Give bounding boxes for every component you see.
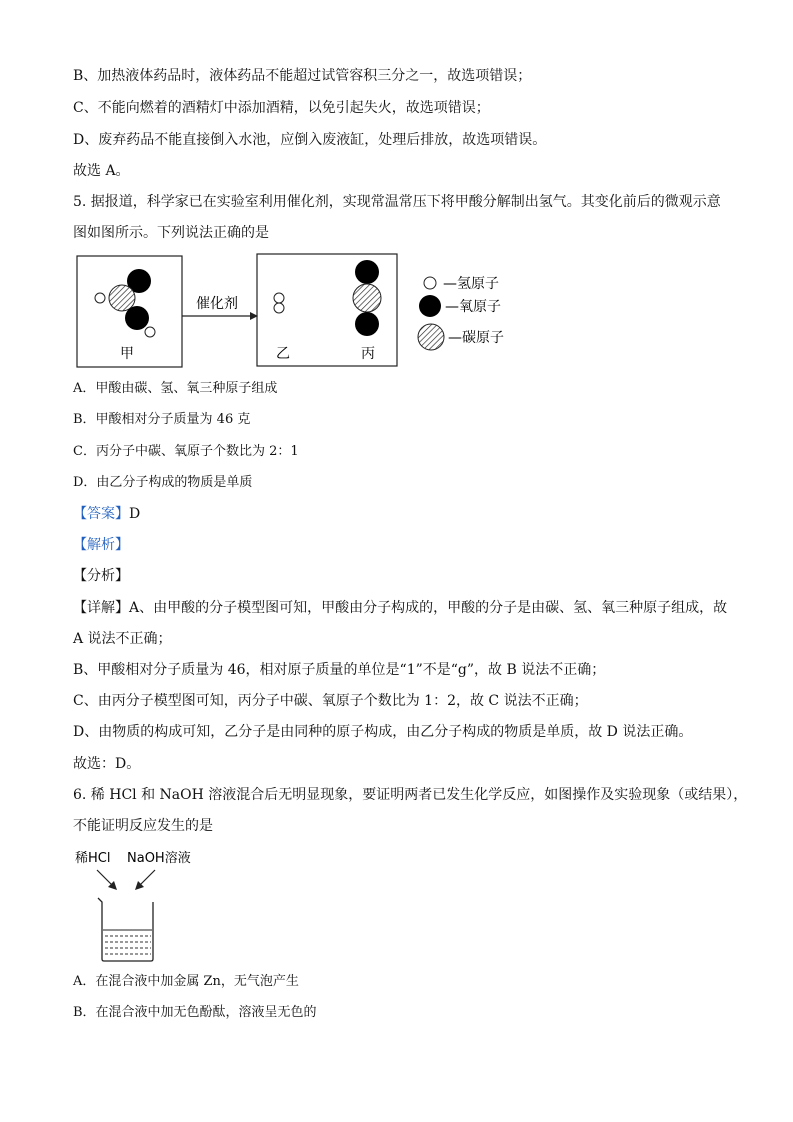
q5-option-b: B．甲酸相对分子质量为 46 克 [73,412,251,427]
legend-hydrogen-label: —氢原子 [443,276,499,292]
carbon-atom [109,285,135,311]
q5-answer-line [73,505,140,523]
q5-detail-line-1: 【详解】A、由甲酸的分子模型图可知，甲酸由分子构成的，甲酸的分子是由碳、氢、氧三种原子组成，故 [73,600,728,616]
legend-hydrogen-icon [424,277,436,289]
arrow-hcl [97,870,113,886]
q5-detail-line-4: C、由丙分子模型图可知，丙分子中碳、氧原子个数比为 1：2，故 C 说法不正确； [73,693,588,709]
hydrogen-atom [274,303,284,313]
q5-stem-line-2: 图如图所示。下列说法正确的是 [73,225,269,241]
label-dilute-hcl: 稀HCl [75,851,111,866]
q5-molecule-diagram [70,250,530,374]
q6-option-b: B．在混合液中加无色酚酞，溶液呈无色的 [73,1005,317,1020]
arrow-label-catalyst: 催化剂 [196,296,238,312]
oxygen-atom [355,260,379,284]
oxygen-atom [355,312,379,336]
q6-stem-line-2: 不能证明反应发生的是 [73,818,213,834]
label-naoh-solution: NaOH溶液 [127,851,191,866]
hydrogen-atom [274,293,284,303]
q5-option-d: D．由乙分子构成的物质是单质 [73,475,253,490]
liquid-hatching [105,936,151,954]
q4-option-c: C、不能向燃着的酒精灯中添加酒精，以免引起失火，故选项错误； [73,100,490,116]
q5-option-a: A．甲酸由碳、氢、氧三种原子组成 [73,381,278,396]
q4-option-d: D、废弃药品不能直接倒入水池，应倒入废液缸，处理后排放，故选项错误。 [73,132,547,148]
q5-detail-line-2: A 说法不正确； [73,631,172,647]
q5-detail-line-5: D、由物质的构成可知，乙分子是由同种的原子构成，由乙分子构成的物质是单质，故 D 说法正确。 [73,724,693,740]
hydrogen-atom [145,327,155,337]
q4-option-b: B、加热液体药品时，液体药品不能超过试管容积三分之一，故选项错误； [73,68,532,84]
legend-oxygen-label: —氧原子 [445,299,501,315]
answer-value: D [129,506,141,522]
analysis-tag: 【解析】 [73,537,129,553]
answer-tag: 【答案】 [73,506,129,522]
legend-carbon-label: —碳原子 [448,330,504,346]
oxygen-atom [125,306,149,330]
label-jia: 甲 [120,346,134,362]
q6-option-a: A．在混合液中加金属 Zn，无气泡产生 [73,974,299,989]
q6-stem-line-1: 6. 稀 HCl 和 NaOH 溶液混合后无明显现象，要证明两者已发生化学反应，如图操作及实验现象（或结果）， [73,787,748,803]
carbon-atom [353,284,381,312]
fenxi-tag: 【分析】 [73,568,129,584]
q5-stem-line-1: 5. 据报道，科学家已在实验室利用催化剂，实现常温常压下将甲酸分解制出氢气。其变化前后的微观示意 [73,194,721,210]
arrow-naoh [139,870,155,886]
q5-detail-line-3: B、甲酸相对分子质量为 46，相对原子质量的单位是“1”不是“g”，故 B 说法不正确； [73,662,606,678]
label-bing: 丙 [361,346,375,362]
label-yi: 乙 [276,346,290,362]
q5-conclusion: 故选：D。 [73,756,141,772]
legend-carbon-icon [418,324,444,350]
hydrogen-atom [95,293,105,303]
legend-oxygen-icon [419,295,441,317]
q4-answer: 故选 A。 [73,163,130,179]
q6-beaker-diagram [70,842,220,970]
q5-option-c: C．丙分子中碳、氧原子个数比为 2：1 [73,444,299,459]
